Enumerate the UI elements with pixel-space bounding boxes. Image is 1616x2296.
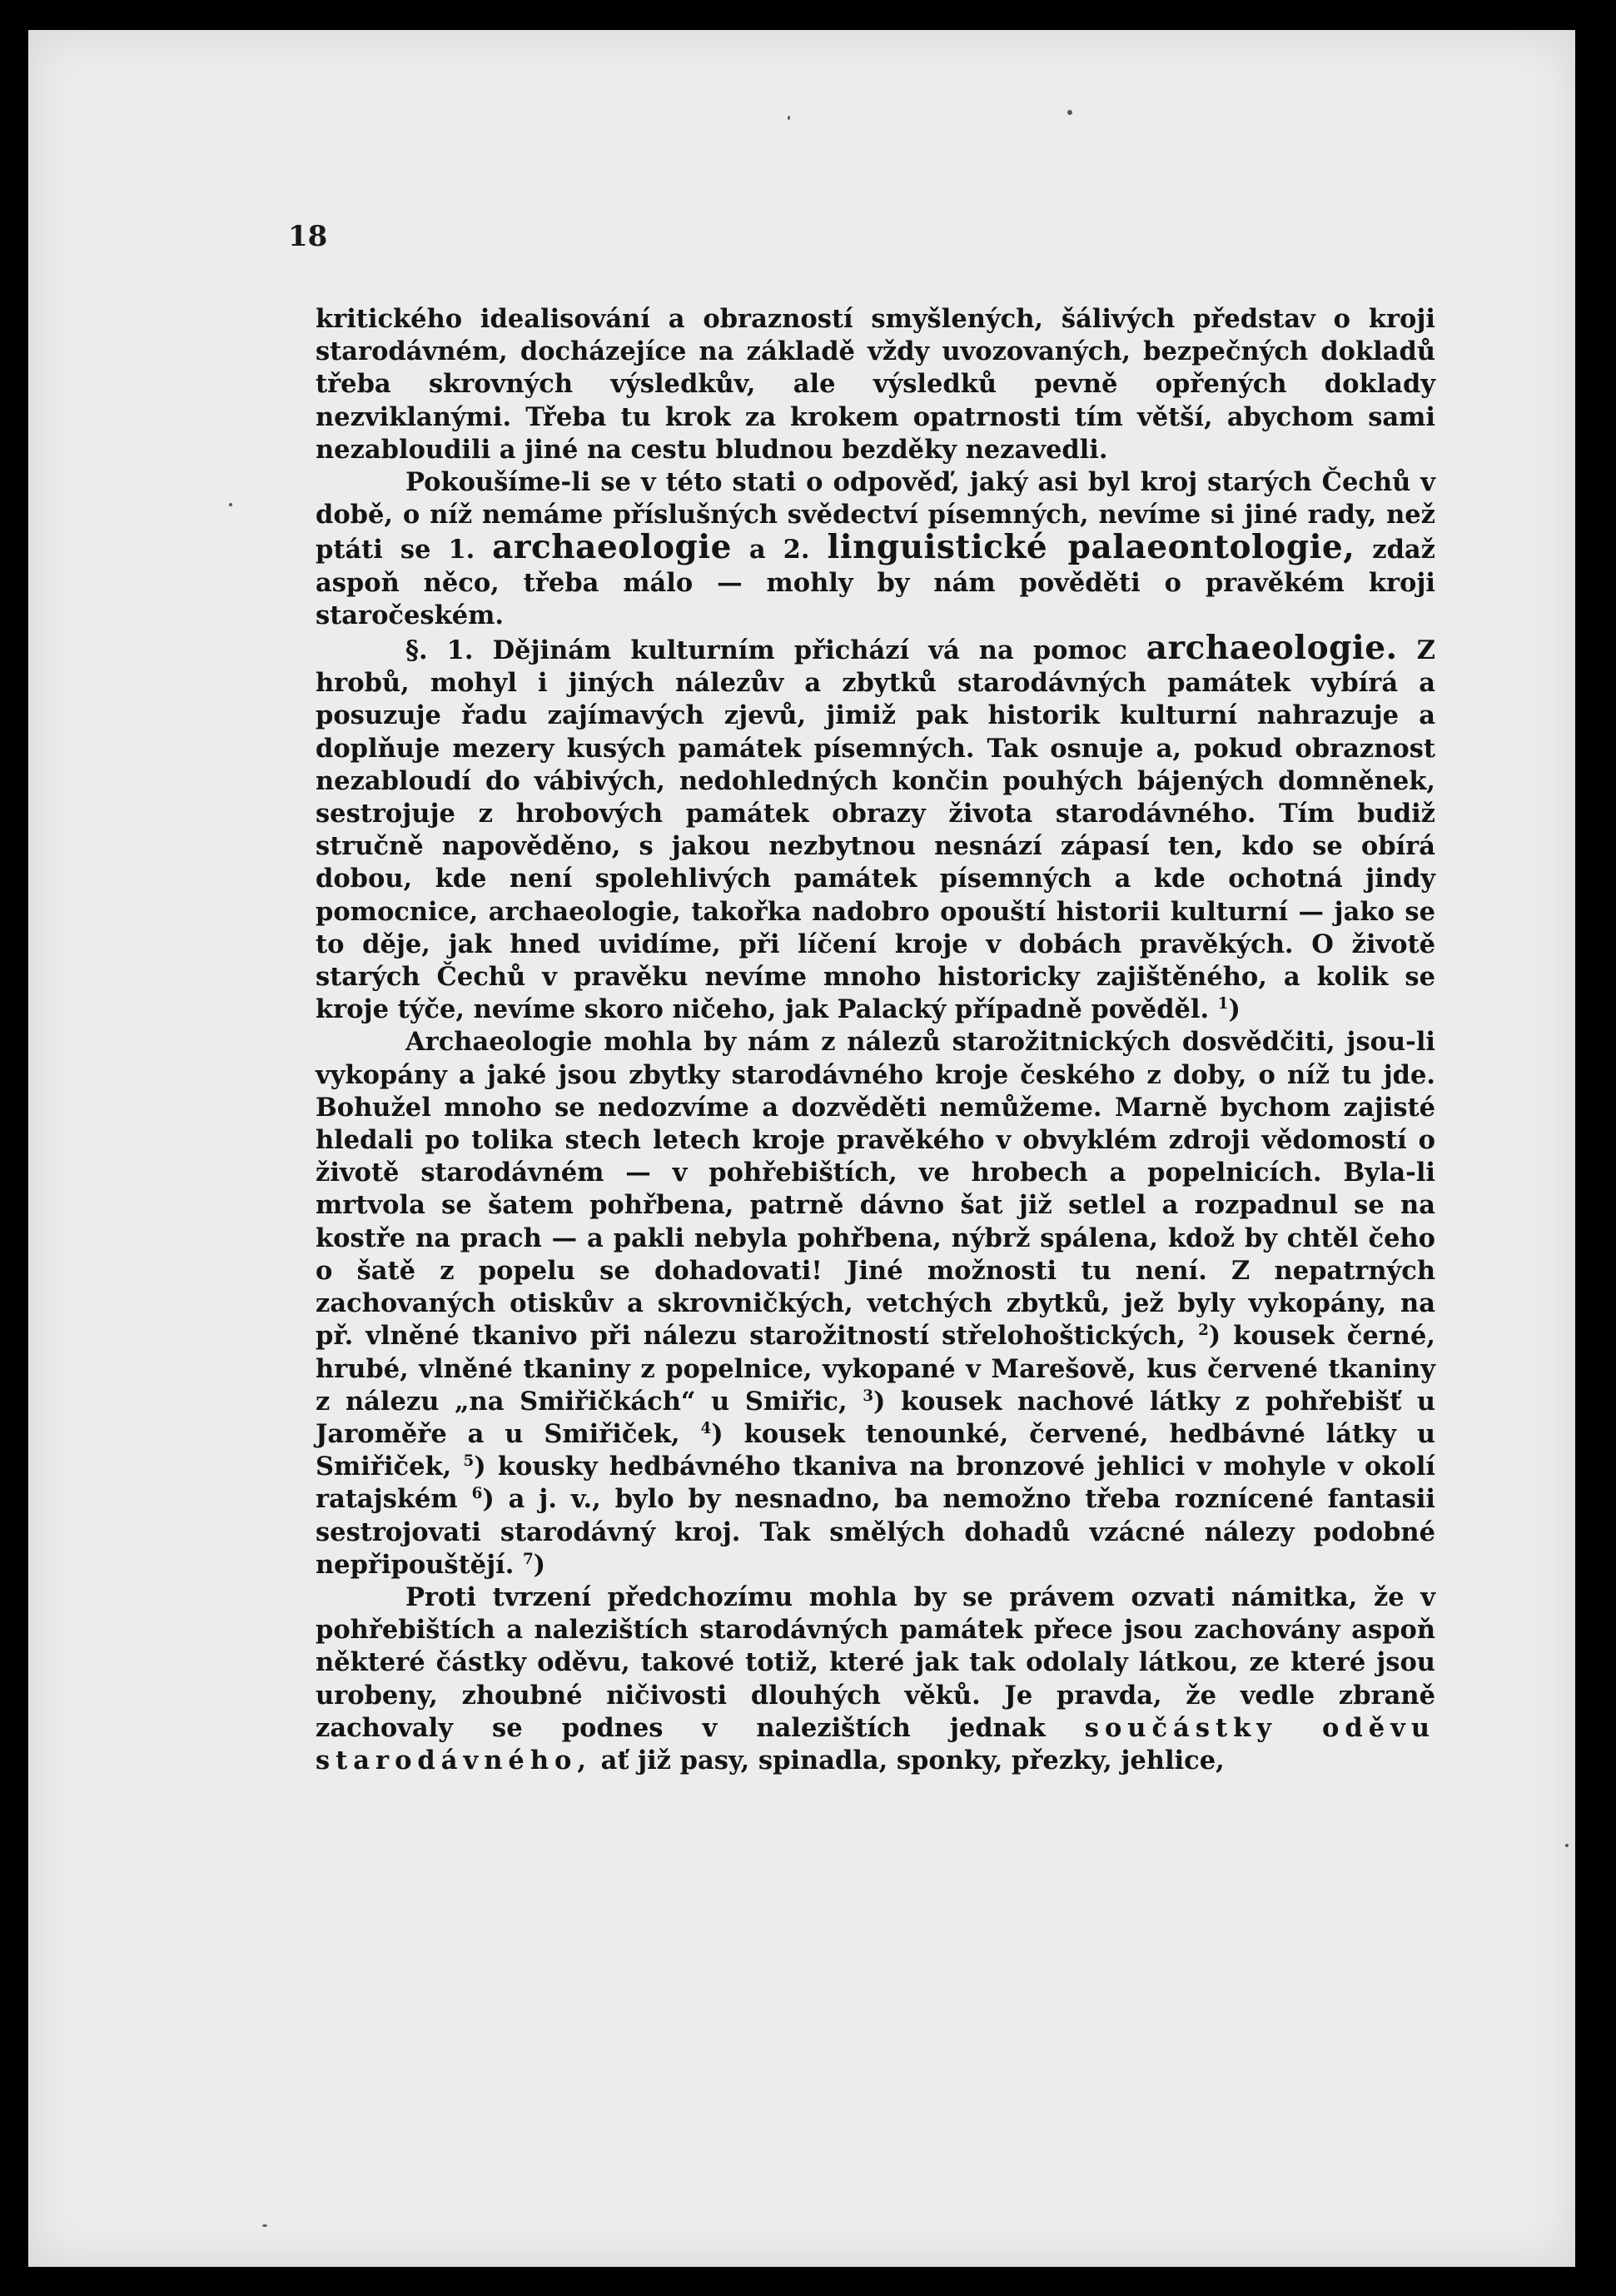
footnote-marker: 1	[1217, 995, 1229, 1014]
text-run: ) kousky hedbávného tkaniva na bronzové jehlici v mohyle v okolí ratajském	[316, 1452, 1435, 1515]
footnote-marker: 7	[522, 1550, 534, 1568]
text-run: ) kousek černé, hrubé, vlněné tkaniny z popelnice, vykopané v Marešově, kus červené tkaniny z nálezu „na Smiřičkách“ u Smiřic,	[316, 1321, 1435, 1417]
paragraph	[316, 303, 1435, 466]
footnote-marker: 2	[1198, 1322, 1209, 1340]
footnote-marker: 5	[463, 1452, 475, 1470]
footnote-marker: 3	[863, 1387, 873, 1405]
text-run: Z hrobů, mohyl i jiných nálezův a zbytků starodávných památek vybírá a posuzuje řadu zajímavých zjevů, jimiž pak historik kulturní nahrazuje a doplňuje mezery kusých památek písemných. Tak osnuje a, pokud obraznost nezabloudí do vábivých, nedohledných končin pouhých bájených domněnek, sestrojuje z hrobových památek obrazy života starodávného. Tím budiž stručně napověděno, s jakou nezbytnou nesnází zápasí ten, kdo se obírá dobou, kde není spolehlivých památek písemných a kde ochotná jindy pomocnice, archaeologie, takořka nadobro opouští historii kulturní — jako se to děje, jak hned uvidíme, při líčení kroje v dobách pravěkých. O životě starých Čechů v pravěku nevíme mnoho historicky zajištěného, a kolik se kroje týče, nevíme skoro ničeho, jak Palacký případně pověděl.	[316, 635, 1435, 1025]
paragraph	[316, 629, 1435, 1026]
scan-speck	[1067, 110, 1072, 115]
emphasized-term: linguistické palaeontologie,	[827, 528, 1355, 567]
text-run: ) kousek tenounké, červené, hedbávné látky u Smiřiček,	[316, 1418, 1436, 1482]
emphasized-term: archaeologie	[492, 528, 732, 567]
page-number: 18	[288, 220, 328, 253]
text-run: Archaeologie mohla by nám z nálezů starožitnických dosvědčiti, jsou-li vykopány a jaké jsou zbytky starodávného kroje českého z doby, o níž tu jde. Bohužel mnoho se nedozvíme a dozvěděti nemůžeme. Marně bychom zajisté hledali po tolika stech letech kroje pravěkého v obvyklém zdroji vědomostí o životě starodávném — v pohřebištích, ve hrobech a popelnicích. Byla-li mrtvola se šatem pohřbena, patrně dávno šat již setlel a rozpadnul se na kostře na prach — a pakli nebyla pohřbena, nýbrž spálena, kdož by chtěl čeho o šatě z popelu se dohadovati! Jiné možnosti tu není. Z nepatrných zachovaných otiskův a skrovničkých, vetchých zbytků, jež byly vykopány, na př. vlněné tkanivo při nálezu starožitností střelohoštických,	[316, 1027, 1435, 1352]
text-run: ) kousek nachové látky z pohřebišť u Jaroměře a u Smiřiček,	[316, 1386, 1435, 1449]
text-run: Proti tvrzení předchozímu mohla by se právem ozvati námitka, že v pohřebištích a nalezištích starodávných památek přece jsou zachovány aspoň některé částky oděvu, takové totiž, které jak tak odolaly látkou, ze které jsou urobeny, zhoubné ničivosti dlouhých věků. Je pravda, že vedle zbraně zachovaly se podnes v nalezištích jednak	[316, 1581, 1435, 1743]
text-run: )	[1228, 994, 1241, 1025]
scan-speck	[1565, 1844, 1569, 1847]
text-run: a 2.	[731, 535, 828, 565]
footnote-marker: 6	[471, 1485, 483, 1503]
scan-speck	[262, 2224, 267, 2227]
text-run: ) a j. v., bylo by nesnadno, ba nemožno třeba roznícené fantasii sestrojovati starodávný kroj. Tak smělých dohadů vzácné nálezy podobné nepřipouštějí.	[316, 1484, 1436, 1580]
paragraph	[316, 1581, 1435, 1777]
scan-speck	[788, 116, 790, 120]
scanned-page	[28, 30, 1575, 2267]
spaced-emphasis: součástky oděvu starodávného,	[316, 1712, 1435, 1776]
text-run: Pokoušíme-li se v této stati o odpověď, jaký asi byl kroj starých Čechů v době, o níž nemáme příslušných svědectví písemných, nevíme si jiné rady, než ptáti se 1.	[316, 467, 1435, 565]
text-run: )	[533, 1549, 546, 1580]
text-run: kritického idealisování a obrazností smyšlených, šálivých představ o kroji starodávném, docházejíce na základě vždy uvozovaných, bezpečných dokladů třeba skrovných výsledkův, ale výsledků pevně opřených doklady nezviklanými. Třeba tu krok za krokem opatrnosti tím větší, abychom sami nezabloudili a jiné na cestu bludnou bezděky nezavedli.	[316, 304, 1435, 465]
paragraph	[316, 466, 1435, 632]
footnote-marker: 4	[700, 1419, 712, 1437]
text-run: zdaž aspoň něco, třeba málo — mohly by nám pověděti o pravěkém kroji staročeském.	[316, 535, 1435, 630]
emphasized-term: archaeologie.	[1146, 629, 1398, 668]
text-run: §. 1. Dějinám kulturním přichází vá na pomoc	[405, 635, 1146, 666]
paragraph	[316, 1026, 1435, 1581]
scan-speck	[229, 503, 232, 506]
body-text	[316, 303, 1435, 1777]
text-run: ať již pasy, spinadla, sponky, přezky, jehlice,	[591, 1745, 1225, 1776]
